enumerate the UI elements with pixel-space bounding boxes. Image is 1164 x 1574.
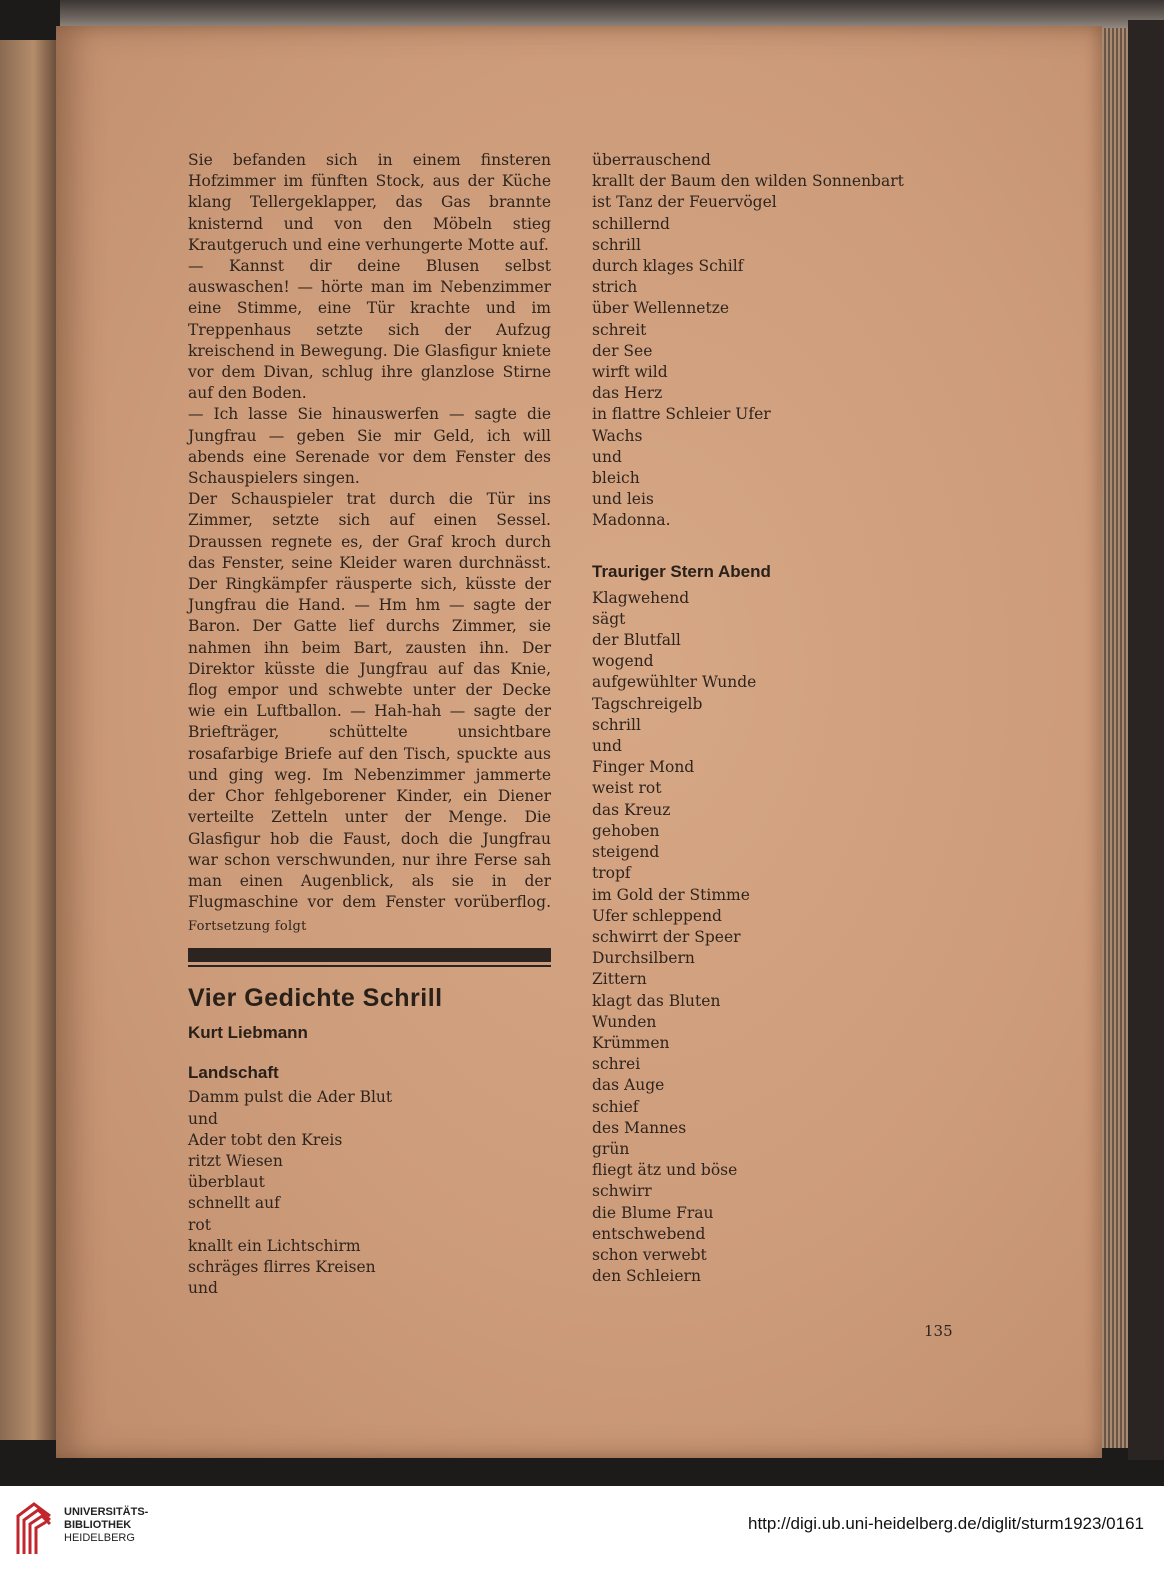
verse-line: krallt der Baum den wilden Sonnenbart xyxy=(592,172,904,191)
verse-line: Damm pulst die Ader Blut xyxy=(188,1088,393,1107)
verse-line: Zittern xyxy=(592,970,647,989)
page-stack-edge xyxy=(1102,28,1128,1448)
verse-line: Wachs xyxy=(592,426,643,445)
verse-line: die Blume Frau xyxy=(592,1203,714,1222)
verse-line: schon verwebt xyxy=(592,1245,707,1264)
section-title: Vier Gedichte Schrill xyxy=(188,984,443,1013)
verse-line: schnellt auf xyxy=(188,1194,280,1213)
page-number: 135 xyxy=(924,1322,953,1340)
library-name-line: UNIVERSITÄTS- xyxy=(64,1506,149,1518)
verse-line: schrill xyxy=(592,715,641,734)
verse-line: strich xyxy=(592,278,638,297)
verse-line: Ufer schleppend xyxy=(592,906,722,925)
verse-line: schrill xyxy=(592,235,641,254)
verse-line: Durchsilbern xyxy=(592,949,695,968)
right-column xyxy=(592,150,1032,1287)
verse-line: schwirrt der Speer xyxy=(592,927,741,946)
library-name-line: HEIDELBERG xyxy=(64,1532,135,1544)
verse-line: bleich xyxy=(592,469,640,488)
left-page-edge xyxy=(0,40,56,1440)
verse-line: der Blutfall xyxy=(592,631,681,650)
verse-line: ist Tanz der Feuervögel xyxy=(592,193,777,212)
story-paragraph: Der Schauspieler trat durch die Tür ins Zimmer, setzte sich auf einen Sessel. Draussen regnete es, der Graf kroch durch das Fenster, seine Kleider waren durchnässt. Der Ringkämpfer räusperte sich, küsste der Jungfrau die Hand. — Hm hm — sagte der Baron. Der Gatte lief durchs Zimmer, sie nahmen ihn beim Bart, zausten ihn. Der Direktor küsste die Jungfrau auf das Knie, flog empor und schwebte unter der Decke wie ein Luftballon. — Hah-hah — sagte der Briefträger, schüttelte unsichtbare rosafarbige Briefe auf den Tisch, spuckte aus und ging weg. Im Nebenzimmer jammerte der Chor fehlgeborener Kinder, ein Diener verteilte Zetteln unter der Menge. Die Glasfigur hob die Faust, doch die Jungfrau war schon verschwunden, nur ihre Ferse sah man einen Augenblick, als sie in der Flugmaschine vor dem Fenster vorüberflog. xyxy=(188,490,551,912)
verse-line: sägt xyxy=(592,609,626,628)
poem-landschaft-lines xyxy=(188,1087,551,1299)
verse-line: wirft wild xyxy=(592,363,668,382)
verse-line: Finger Mond xyxy=(592,758,695,777)
verse-line: schreit xyxy=(592,320,647,339)
verse-line: das Kreuz xyxy=(592,800,671,819)
section-author: Kurt Liebmann xyxy=(188,1023,308,1043)
verse-line: Krümmen xyxy=(592,1033,670,1052)
verse-line: wogend xyxy=(592,652,654,671)
library-logo-icon[interactable] xyxy=(12,1496,56,1560)
story-paragraph: Sie befanden sich in einem finsteren Hofzimmer im fünften Stock, aus der Küche klang Tellergeklapper, das Gas brannte knisternd und von den Möbeln stieg Krautgeruch und eine verhungerte Motte auf. xyxy=(188,151,551,254)
verse-line: Wunden xyxy=(592,1012,657,1031)
verse-line: klagt das Bluten xyxy=(592,991,721,1010)
verse-line: der See xyxy=(592,341,653,360)
verse-line: über Wellennetze xyxy=(592,299,730,318)
verse-line: durch klages Schilf xyxy=(592,257,744,276)
verse-line: entschwebend xyxy=(592,1224,706,1243)
verse-line: knallt ein Lichtschirm xyxy=(188,1236,361,1255)
verse-line: aufgewühlter Wunde xyxy=(592,673,757,692)
verse-line: schwirr xyxy=(592,1182,652,1201)
viewer-footer xyxy=(0,1486,1164,1574)
verse-line: und xyxy=(592,447,622,466)
verse-line: weist rot xyxy=(592,779,662,798)
poem-trauriger-stern-abend-lines xyxy=(592,588,1032,1288)
verse-line: tropf xyxy=(592,864,631,883)
verse-line: und xyxy=(188,1109,218,1128)
permalink-url[interactable]: http://digi.ub.uni-heidelberg.de/diglit/sturm1923/0161 xyxy=(748,1514,1144,1533)
verse-line: rot xyxy=(188,1215,211,1234)
left-column xyxy=(188,150,551,1299)
verse-line: gehoben xyxy=(592,821,660,840)
verse-line: fliegt ätz und böse xyxy=(592,1161,738,1180)
verse-line: im Gold der Stimme xyxy=(592,885,750,904)
library-name-line: BIBLIOTHEK xyxy=(64,1519,132,1531)
verse-line: und leis xyxy=(592,490,654,509)
verse-line: des Mannes xyxy=(592,1118,687,1137)
section-divider xyxy=(188,948,551,962)
verse-line: den Schleiern xyxy=(592,1267,701,1286)
verse-line: schrei xyxy=(592,1055,641,1074)
verse-line: Tagschreigelb xyxy=(592,694,703,713)
verse-line: Madonna. xyxy=(592,511,671,530)
poem-landschaft-continued xyxy=(592,150,1032,532)
verse-line: schief xyxy=(592,1097,639,1116)
poem-title-trauriger-stern-abend: Trauriger Stern Abend xyxy=(592,561,771,581)
library-name[interactable] xyxy=(64,1506,148,1545)
verse-line: Ader tobt den Kreis xyxy=(188,1130,343,1149)
continuation-note: Fortsetzung folgt xyxy=(188,919,307,935)
verse-line: schillernd xyxy=(592,214,670,233)
verse-line: überrauschend xyxy=(592,151,711,169)
book-cover-edge xyxy=(1128,20,1164,1460)
story-paragraph: — Ich lasse Sie hinauswerfen — sagte die Jungfrau — geben Sie mir Geld, ich will abends eine Serenade vor dem Fenster des Schauspielers singen. xyxy=(188,405,551,488)
story-paragraph: — Kannst dir deine Blusen selbst auswaschen! — hörte man im Nebenzimmer eine Stimme, eine Tür krachte und im Treppenhaus setzte sich der Aufzug kreischend in Bewegung. Die Glasfigur kniete vor dem Divan, schlug ihre glanzlose Stirne auf den Boden. xyxy=(188,257,551,403)
verse-line: das Auge xyxy=(592,1076,665,1095)
verse-line: schräges flirres Kreisen xyxy=(188,1257,376,1276)
story-text xyxy=(188,150,551,913)
verse-line: steigend xyxy=(592,843,660,862)
verse-line: grün xyxy=(592,1139,630,1158)
verse-line: und xyxy=(188,1279,218,1298)
verse-line: das Herz xyxy=(592,384,663,403)
poem-title-landschaft: Landschaft xyxy=(188,1063,279,1083)
verse-line: ritzt Wiesen xyxy=(188,1151,283,1170)
verse-line: und xyxy=(592,737,622,756)
verse-line: Klagwehend xyxy=(592,588,690,607)
verse-line: in flattre Schleier Ufer xyxy=(592,405,771,424)
verse-line: überblaut xyxy=(188,1173,265,1192)
